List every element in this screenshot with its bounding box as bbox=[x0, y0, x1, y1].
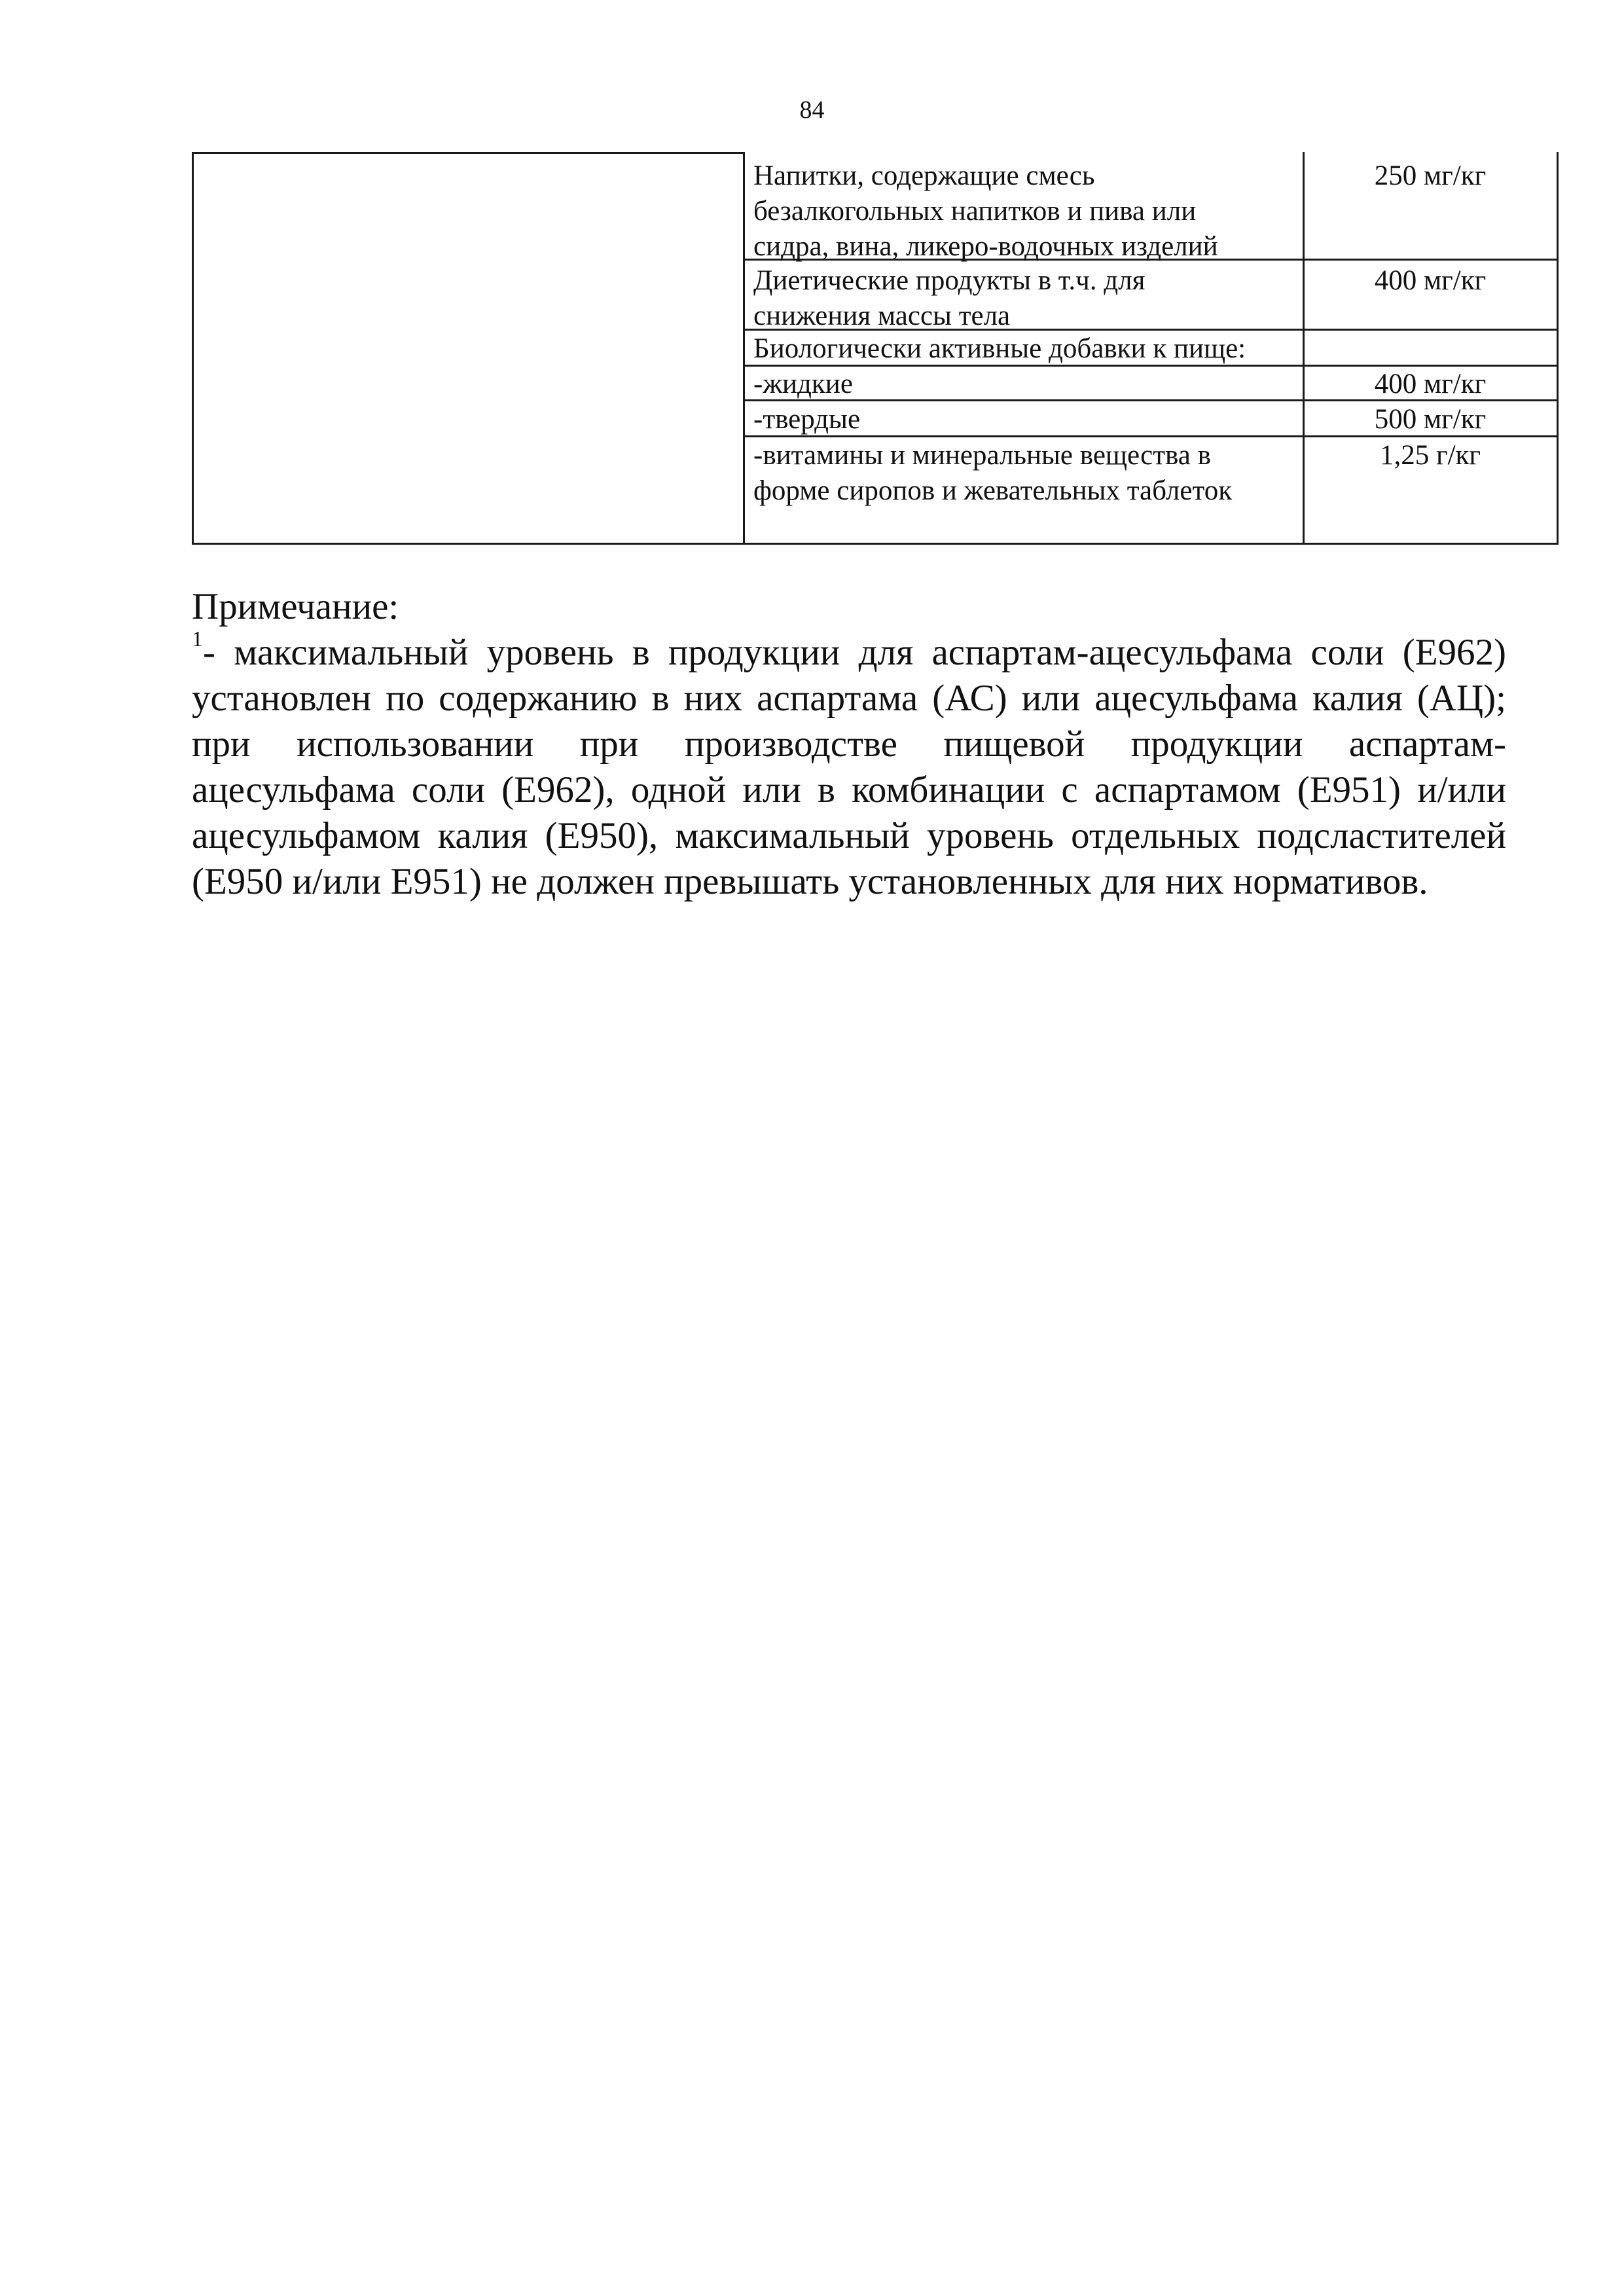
table-border-right bbox=[1557, 152, 1559, 545]
value-cell: 400 мг/кг bbox=[1374, 265, 1487, 296]
note-title: Примечание: bbox=[192, 586, 399, 627]
product-line: Напитки, содержащие смесь bbox=[753, 160, 1095, 191]
value-cell: 400 мг/кг bbox=[1374, 369, 1487, 399]
value-cell: 500 мг/кг bbox=[1374, 404, 1487, 435]
table-border-bottom bbox=[192, 543, 1559, 545]
product-line: Диетические продукты в т.ч. для bbox=[753, 265, 1146, 296]
note-line: ацесульфамом калия (Е950), максимальный уровень отдельных подсластителей bbox=[192, 815, 1506, 856]
product-line: Биологически активные добавки к пище: bbox=[753, 333, 1246, 364]
norms-table bbox=[192, 152, 1559, 545]
product-cell bbox=[753, 402, 860, 437]
product-line: форме сиропов и жевательных таблеток bbox=[753, 475, 1233, 506]
note-line bbox=[192, 627, 1506, 676]
note-line: установлен по содержанию в них аспартама (АС) или ацесульфама калия (АЦ); bbox=[192, 678, 1506, 719]
page-number: 84 bbox=[799, 96, 825, 124]
note-line: ацесульфама соли (Е962), одной или в комбинации с аспартамом (Е951) и/или bbox=[192, 769, 1506, 811]
note-line: при использовании при производстве пищевой продукции аспартам- bbox=[192, 723, 1506, 765]
product-cell bbox=[753, 331, 1246, 367]
product-line: снижения массы тела bbox=[753, 301, 1011, 331]
product-cell bbox=[753, 367, 853, 402]
note-line: (Е950 и/или Е951) не должен превышать установленных для них нормативов. bbox=[192, 861, 1428, 902]
product-line: безалкогольных напитков и пива или bbox=[753, 196, 1197, 227]
product-line: -твердые bbox=[753, 404, 861, 435]
product-line: -жидкие bbox=[753, 369, 853, 399]
product-line: сидра, вина, ликеро-водочных изделий bbox=[753, 231, 1218, 262]
value-cell: 1,25 г/кг bbox=[1379, 440, 1481, 471]
product-cell bbox=[753, 158, 1218, 264]
note-body bbox=[192, 627, 1506, 905]
table-border-left bbox=[192, 152, 194, 545]
product-cell bbox=[753, 438, 1232, 509]
note-line-text: - максимальный уровень в продукции для аспартам-ацесульфама соли (Е962) bbox=[203, 632, 1506, 673]
table-border-top-left bbox=[192, 152, 745, 154]
product-line: -витамины и минеральные вещества в bbox=[753, 440, 1211, 471]
value-cell: 250 мг/кг bbox=[1374, 160, 1487, 191]
table-divider-col2 bbox=[1303, 152, 1305, 545]
product-cell bbox=[753, 263, 1145, 334]
table-divider-col1 bbox=[743, 152, 745, 545]
footnote-mark: 1 bbox=[192, 627, 203, 651]
